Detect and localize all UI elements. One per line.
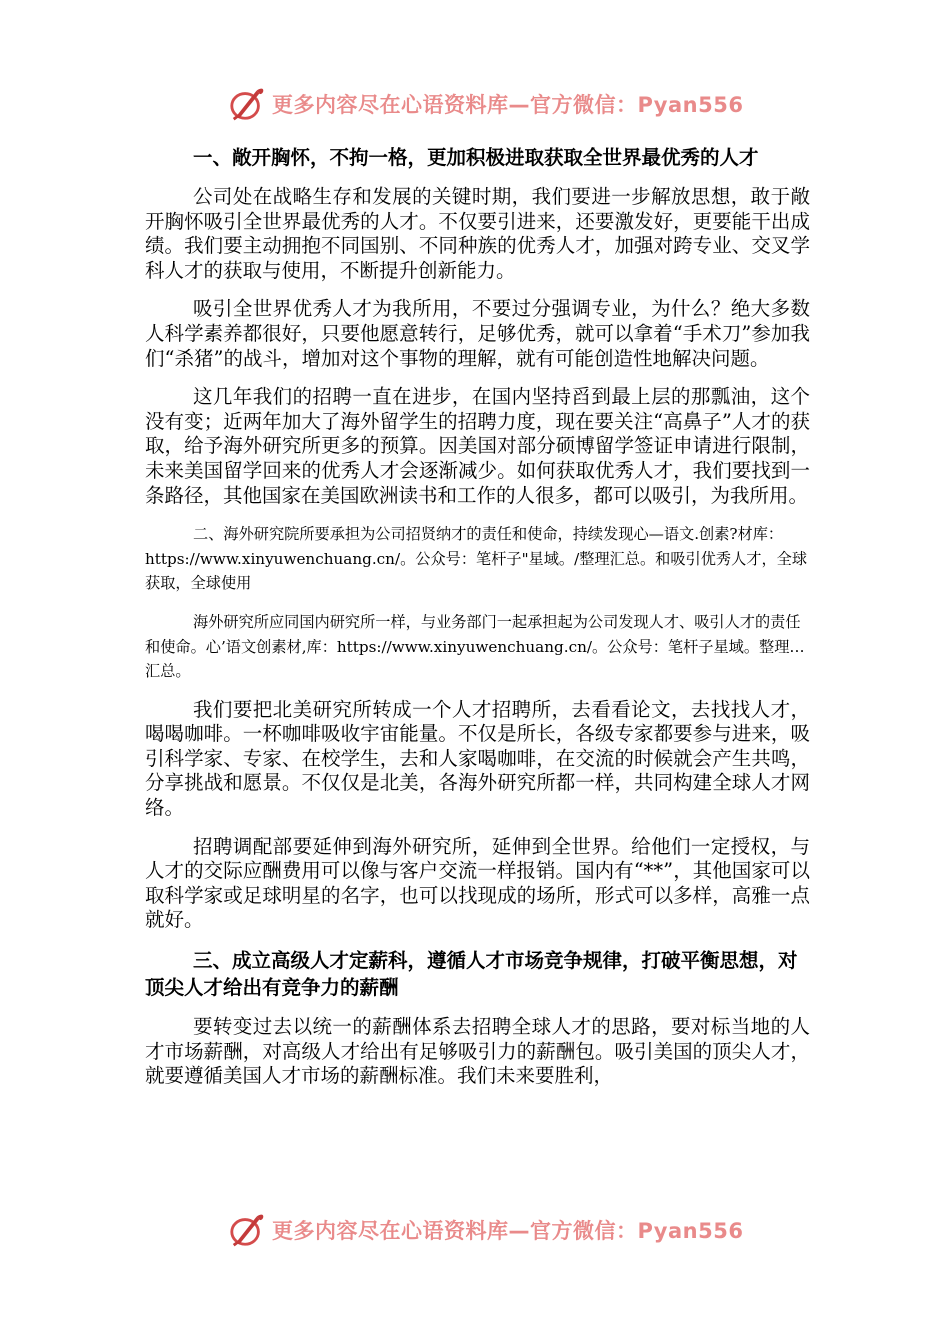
section-heading-3: 三、成立高级人才定薪科，遵循人才市场竞争规律，打破平衡思想，对顶尖人才给出有竞争力的薪酬 [145, 949, 798, 1000]
footer-banner [228, 1208, 748, 1252]
paragraph: 我们要把北美研究所转成一个人才招聘所，去看看论文，去找找人才，喝喝咖啡。一杯咖啡吸收宇宙能量。不仅是所长，各级专家都要参与进来，吸引科学家、专家、在校学生，去和人家喝咖啡，在交流的时候就会产生共鸣，分享挑战和愿景。不仅仅是北美，各海外研究所都一样，共同构建全球人才网络。 [145, 697, 810, 820]
section-heading-1: 一、敞开胸怀，不拘一格，更加积极进取获取全世界最优秀的人才 [193, 146, 759, 169]
paragraph-small: 海外研究所应同国内研究所一样，与业务部门一起承担起为公司发现人才、吸引人才的责任和使命。心’语文创素材,库：https://www.xinyuwenchuang.cn/。公众号：笔杆子星域。整理…汇总。 [145, 612, 805, 681]
banner-text: 更多内容尽在心语资料库—官方微信：Pyan556 [272, 1219, 744, 1243]
paragraph: 招聘调配部要延伸到海外研究所，延伸到全世界。给他们一定授权，与人才的交际应酬费用可以像与客户交流一样报销。国内有“**”，其他国家可以取科学家或足球明星的名字，也可以找现成的场所，形式可以多样，高雅一点就好。 [145, 834, 810, 932]
quill-pen-logo-icon [228, 85, 266, 123]
document-body [145, 144, 810, 1103]
header-banner [228, 82, 748, 126]
paragraph: 这几年我们的招聘一直在进步，在国内坚持舀到最上层的那瓢油，这个没有变；近两年加大了海外留学生的招聘力度，现在要关注“高鼻子”人才的获取，给予海外研究所更多的预算。因美国对部分硕博留学签证申请进行限制，未来美国留学回来的优秀人才会逐渐减少。如何获取优秀人才，我们要找到一条路径，其他国家在美国欧洲读书和工作的人很多，都可以吸引，为我所用。 [145, 385, 810, 507]
quill-pen-logo-icon [228, 1211, 266, 1249]
banner-text: 更多内容尽在心语资料库—官方微信：Pyan556 [272, 93, 744, 117]
paragraph: 公司处在战略生存和发展的关键时期，我们要进一步解放思想，敢于敞开胸怀吸引全世界最优秀的人才。不仅要引进来，还要激发好，更要能干出成绩。我们要主动拥抱不同国别、不同种族的优秀人才，加强对跨专业、交叉学科人才的获取与使用，不断提升创新能力。 [145, 185, 810, 282]
paragraph: 要转变过去以统一的薪酬体系去招聘全球人才的思路，要对标当地的人才市场薪酬，对高级人才给出有足够吸引力的薪酬包。吸引美国的顶尖人才，就要遵循美国人才市场的薪酬标准。我们未来要胜利， [145, 1015, 810, 1088]
paragraph: 吸引全世界优秀人才为我所用，不要过分强调专业，为什么？绝大多数人科学素养都很好，只要他愿意转行，足够优秀，就可以拿着“手术刀”参加我们“杀猪”的战斗，增加对这个事物的理解，就有可能创造性地解决问题。 [145, 297, 810, 370]
section-heading-2-small: 二、海外研究院所要承担为公司招贤纳才的责任和使命，持续发现心—语文.创素?材库：https://www.xinyuwenchuang.cn/。公众号：笔杆子"星域。/整理汇总。和吸引优秀人才，全球获取，全球使用 [145, 525, 808, 593]
